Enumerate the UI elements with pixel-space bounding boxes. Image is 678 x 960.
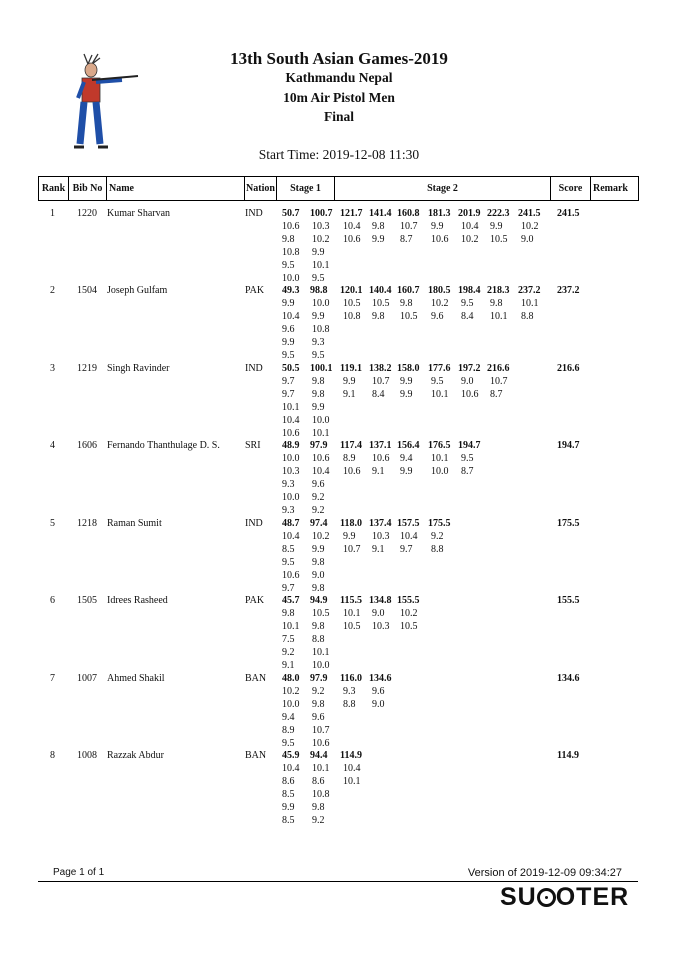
stage1-shot: 10.6 [312,453,330,464]
athlete-name: Kumar Sharvan [107,208,171,219]
stage1-shot: 9.0 [312,570,325,581]
final-score: 134.6 [557,673,580,684]
stage2-shot: 9.9 [400,376,413,387]
stage1-shot: 8.6 [282,776,295,787]
stage1-shot: 9.3 [282,505,295,516]
stage2-cumulative: 120.1 [340,285,363,296]
stage2-shot: 9.5 [461,298,474,309]
stage1-shot: 9.7 [282,376,295,387]
stage2-shot: 10.6 [343,466,361,477]
stage2-cumulative: 116.0 [340,673,362,684]
stage2-shot: 10.2 [431,298,449,309]
stage1-shot: 8.8 [312,634,325,645]
sius-shooter-logo: SU OTER [500,883,630,911]
stage2-shot: 10.6 [431,234,449,245]
stage1-series-total: 100.1 [310,363,333,374]
stage2-cumulative: 156.4 [397,440,420,451]
stage1-shot: 9.9 [282,802,295,813]
stage1-shot: 10.1 [282,621,300,632]
stage1-shot: 9.2 [312,815,325,826]
header-nation: Nation [245,177,277,200]
stage1-shot: 10.2 [312,234,330,245]
stage1-series-total: 49.3 [282,285,300,296]
stage2-shot: 9.5 [431,376,444,387]
stage2-cumulative: 237.2 [518,285,541,296]
bib-cell: 1007 [77,673,97,684]
stage2-shot: 10.7 [343,544,361,555]
stage1-shot: 9.5 [282,260,295,271]
stage2-shot: 9.1 [372,544,385,555]
stage2-shot: 9.9 [343,376,356,387]
stage1-shot: 10.4 [282,311,300,322]
nation-cell: IND [245,208,263,219]
stage2-shot: 9.2 [431,531,444,542]
stage1-shot: 10.6 [282,570,300,581]
stage2-shot: 8.8 [431,544,444,555]
stage1-shot: 9.6 [282,324,295,335]
stage2-shot: 9.8 [400,298,413,309]
stage2-shot: 10.5 [372,298,390,309]
stage2-shot: 9.6 [431,311,444,322]
nation-cell: SRI [245,440,261,451]
stage1-shot: 10.0 [282,453,300,464]
stage1-shot: 9.5 [312,350,325,361]
stage2-cumulative: 117.4 [340,440,362,451]
stage1-series-total: 50.7 [282,208,300,219]
stage1-shot: 10.0 [312,415,330,426]
header-bib: Bib No [69,177,107,200]
stage1-shot: 10.4 [312,466,330,477]
stage1-shot: 10.4 [282,415,300,426]
stage1-shot: 10.3 [312,221,330,232]
nation-cell: BAN [245,750,267,761]
stage2-shot: 9.4 [400,453,413,464]
stage1-shot: 9.2 [282,647,295,658]
stage2-cumulative: 218.3 [487,285,510,296]
stage2-shot: 9.9 [490,221,503,232]
stage2-shot: 10.1 [343,608,361,619]
stage2-shot: 10.5 [343,621,361,632]
stage2-cumulative: 141.4 [369,208,392,219]
stage2-shot: 10.5 [490,234,508,245]
stage2-cumulative: 180.5 [428,285,451,296]
stage1-shot: 9.7 [282,389,295,400]
stage1-shot: 9.8 [312,389,325,400]
stage2-cumulative: 134.8 [369,595,392,606]
stage1-series-total: 94.4 [310,750,328,761]
stage1-shot: 9.2 [312,505,325,516]
stage1-shot: 9.6 [312,479,325,490]
stage1-shot: 9.5 [282,557,295,568]
stage1-series-total: 48.7 [282,518,300,529]
stage2-cumulative: 197.2 [458,363,481,374]
stage1-shot: 9.3 [312,337,325,348]
stage1-shot: 10.1 [312,428,330,439]
stage2-shot: 8.4 [372,389,385,400]
stage1-shot: 10.0 [282,699,300,710]
stage1-shot: 9.4 [282,712,295,723]
stage2-cumulative: 201.9 [458,208,481,219]
stage2-shot: 10.5 [343,298,361,309]
stage1-shot: 9.6 [312,712,325,723]
stage2-cumulative: 118.0 [340,518,362,529]
stage1-shot: 9.9 [282,298,295,309]
event-name: 10m Air Pistol Men [283,90,395,105]
stage2-shot: 9.9 [372,234,385,245]
stage2-cumulative: 157.5 [397,518,420,529]
stage1-shot: 9.8 [312,376,325,387]
stage2-shot: 9.0 [372,699,385,710]
stage2-shot: 10.0 [431,466,449,477]
stage1-shot: 10.4 [282,763,300,774]
header-name: Name [107,177,245,200]
stage2-cumulative: 176.5 [428,440,451,451]
header-stage2: Stage 2 [335,177,551,200]
stage2-shot: 10.2 [400,608,418,619]
stage2-shot: 10.1 [490,311,508,322]
stage1-shot: 10.1 [312,763,330,774]
stage2-cumulative: 175.5 [428,518,451,529]
stage2-shot: 10.4 [343,763,361,774]
athlete-name: Razzak Abdur [107,750,164,761]
bib-cell: 1606 [77,440,97,451]
nation-cell: IND [245,363,263,374]
stage2-shot: 10.4 [461,221,479,232]
stage2-shot: 9.9 [400,389,413,400]
stage1-shot: 10.0 [282,492,300,503]
stage1-shot: 9.9 [312,402,325,413]
stage2-cumulative: 134.6 [369,673,392,684]
stage1-shot: 10.6 [282,221,300,232]
header-remark: Remark [593,183,628,194]
athlete-name: Idrees Rasheed [107,595,168,606]
athlete-name: Ahmed Shakil [107,673,165,684]
stage2-shot: 9.3 [343,686,356,697]
stage1-shot: 10.8 [282,247,300,258]
final-score: 175.5 [557,518,580,529]
event-phase: Final [323,109,354,124]
stage2-shot: 10.1 [521,298,539,309]
stage2-cumulative: 119.1 [340,363,362,374]
stage2-cumulative: 160.7 [397,285,420,296]
stage1-shot: 10.5 [312,608,330,619]
stage1-shot: 9.5 [312,273,325,284]
stage1-shot: 10.4 [282,531,300,542]
stage2-cumulative: 216.6 [487,363,510,374]
stage1-shot: 9.8 [282,608,295,619]
nation-cell: BAN [245,673,267,684]
rank-cell: 4 [50,440,55,451]
final-score: 216.6 [557,363,580,374]
rank-cell: 3 [50,363,55,374]
stage2-shot: 10.7 [400,221,418,232]
stage2-shot: 10.4 [400,531,418,542]
stage1-shot: 10.8 [312,324,330,335]
stage2-shot: 9.0 [372,608,385,619]
stage2-cumulative: 198.4 [458,285,481,296]
rank-cell: 5 [50,518,55,529]
stage2-shot: 10.8 [343,311,361,322]
stage1-shot: 9.2 [312,686,325,697]
stage2-cumulative: 181.3 [428,208,451,219]
nation-cell: IND [245,518,263,529]
header-score: Score [551,177,591,200]
rank-cell: 6 [50,595,55,606]
stage2-shot: 8.7 [461,466,474,477]
stage1-shot: 7.5 [282,634,295,645]
stage1-shot: 9.9 [312,311,325,322]
stage2-shot: 10.6 [372,453,390,464]
stage1-shot: 9.8 [312,621,325,632]
header-rank: Rank [39,177,69,200]
stage1-series-total: 98.8 [310,285,328,296]
stage2-cumulative: 138.2 [369,363,392,374]
stage2-shot: 9.9 [431,221,444,232]
stage2-cumulative: 194.7 [458,440,481,451]
stage2-cumulative: 158.0 [397,363,420,374]
stage1-shot: 10.6 [312,738,330,749]
rank-cell: 2 [50,285,55,296]
bib-cell: 1008 [77,750,97,761]
stage2-shot: 9.8 [372,221,385,232]
stage1-shot: 9.8 [312,557,325,568]
stage1-series-total: 94.9 [310,595,328,606]
stage2-shot: 9.8 [490,298,503,309]
stage1-shot: 10.6 [282,428,300,439]
event-location: Kathmandu Nepal [285,70,393,85]
stage1-shot: 9.3 [282,479,295,490]
stage1-shot: 9.9 [282,337,295,348]
stage1-shot: 9.8 [312,699,325,710]
stage2-shot: 8.7 [400,234,413,245]
stage1-shot: 10.2 [282,686,300,697]
stage2-cumulative: 114.9 [340,750,362,761]
stage1-shot: 10.8 [312,789,330,800]
stage2-shot: 9.1 [343,389,356,400]
stage1-shot: 8.6 [312,776,325,787]
stage2-shot: 10.7 [490,376,508,387]
bib-cell: 1219 [77,363,97,374]
stage1-shot: 9.9 [312,544,325,555]
stage2-shot: 9.7 [400,544,413,555]
stage1-series-total: 97.4 [310,518,328,529]
rank-cell: 1 [50,208,55,219]
stage2-shot: 10.6 [461,389,479,400]
stage2-shot: 9.1 [372,466,385,477]
stage2-shot: 9.6 [372,686,385,697]
stage1-shot: 9.1 [282,660,295,671]
version-stamp: Version of 2019-12-09 09:34:27 [467,867,622,879]
stage1-shot: 10.1 [312,647,330,658]
header-stage1: Stage 1 [277,177,335,200]
nation-cell: PAK [245,595,265,606]
athlete-name: Joseph Gulfam [107,285,168,296]
stage1-shot: 10.1 [312,260,330,271]
stage1-shot: 9.5 [282,350,295,361]
footer-divider [38,881,638,882]
stage1-shot: 9.7 [282,583,295,594]
stage2-cumulative: 137.4 [369,518,392,529]
stage1-shot: 9.8 [282,234,295,245]
stage1-shot: 9.9 [312,247,325,258]
stage1-series-total: 100.7 [310,208,333,219]
stage1-shot: 9.5 [282,738,295,749]
stage2-cumulative: 140.4 [369,285,392,296]
stage2-shot: 8.8 [343,699,356,710]
bib-cell: 1220 [77,208,97,219]
stage2-shot: 9.0 [521,234,534,245]
stage1-series-total: 48.9 [282,440,300,451]
final-score: 155.5 [557,595,580,606]
stage1-series-total: 50.5 [282,363,300,374]
rank-cell: 8 [50,750,55,761]
stage2-shot: 8.8 [521,311,534,322]
stage1-series-total: 48.0 [282,673,300,684]
stage2-shot: 8.4 [461,311,474,322]
stage1-shot: 8.9 [282,725,295,736]
athlete-name: Raman Sumit [107,518,162,529]
final-score: 194.7 [557,440,580,451]
stage2-shot: 10.1 [431,453,449,464]
stage2-shot: 9.9 [343,531,356,542]
stage2-cumulative: 115.5 [340,595,362,606]
stage1-shot: 8.5 [282,815,295,826]
stage2-shot: 10.6 [343,234,361,245]
stage2-shot: 9.8 [372,311,385,322]
stage1-shot: 8.5 [282,544,295,555]
stage2-shot: 10.3 [372,531,390,542]
stage1-shot: 10.0 [312,660,330,671]
stage2-shot: 9.9 [400,466,413,477]
final-score: 241.5 [557,208,580,219]
stage1-shot: 10.3 [282,466,300,477]
stage1-shot: 10.1 [282,402,300,413]
stage2-cumulative: 137.1 [369,440,392,451]
stage2-cumulative: 121.7 [340,208,363,219]
event-title: 13th South Asian Games-2019 [230,49,448,68]
stage2-shot: 10.7 [372,376,390,387]
stage2-shot: 10.1 [431,389,449,400]
athlete-name: Fernando Thanthulage D. S. [107,440,220,451]
rank-cell: 7 [50,673,55,684]
stage1-shot: 10.2 [312,531,330,542]
stage1-series-total: 45.9 [282,750,300,761]
stage2-cumulative: 177.6 [428,363,451,374]
bib-cell: 1505 [77,595,97,606]
stage2-shot: 10.4 [343,221,361,232]
stage2-shot: 10.5 [400,311,418,322]
bib-cell: 1504 [77,285,97,296]
results-header [38,176,639,201]
stage1-series-total: 97.9 [310,673,328,684]
stage1-series-total: 45.7 [282,595,300,606]
stage2-shot: 8.9 [343,453,356,464]
stage2-cumulative: 160.8 [397,208,420,219]
stage1-shot: 10.0 [312,298,330,309]
page-number: Page 1 of 1 [53,867,105,878]
bib-cell: 1218 [77,518,97,529]
final-score: 237.2 [557,285,580,296]
stage1-series-total: 97.9 [310,440,328,451]
stage2-shot: 9.5 [461,453,474,464]
stage1-shot: 8.5 [282,789,295,800]
final-score: 114.9 [557,750,579,761]
stage1-shot: 10.0 [282,273,300,284]
stage1-shot: 10.7 [312,725,330,736]
stage2-shot: 10.3 [372,621,390,632]
stage2-shot: 8.7 [490,389,503,400]
stage2-cumulative: 222.3 [487,208,510,219]
stage1-shot: 9.2 [312,492,325,503]
stage1-shot: 9.8 [312,802,325,813]
athlete-name: Singh Ravinder [107,363,170,374]
stage2-cumulative: 241.5 [518,208,541,219]
start-time: Start Time: 2019-12-08 11:30 [258,147,420,162]
nation-cell: PAK [245,285,265,296]
stage2-shot: 10.2 [461,234,479,245]
stage2-shot: 9.0 [461,376,474,387]
stage2-shot: 10.5 [400,621,418,632]
stage2-shot: 10.2 [521,221,539,232]
stage2-cumulative: 155.5 [397,595,420,606]
stage2-shot: 10.1 [343,776,361,787]
stage1-shot: 9.8 [312,583,325,594]
